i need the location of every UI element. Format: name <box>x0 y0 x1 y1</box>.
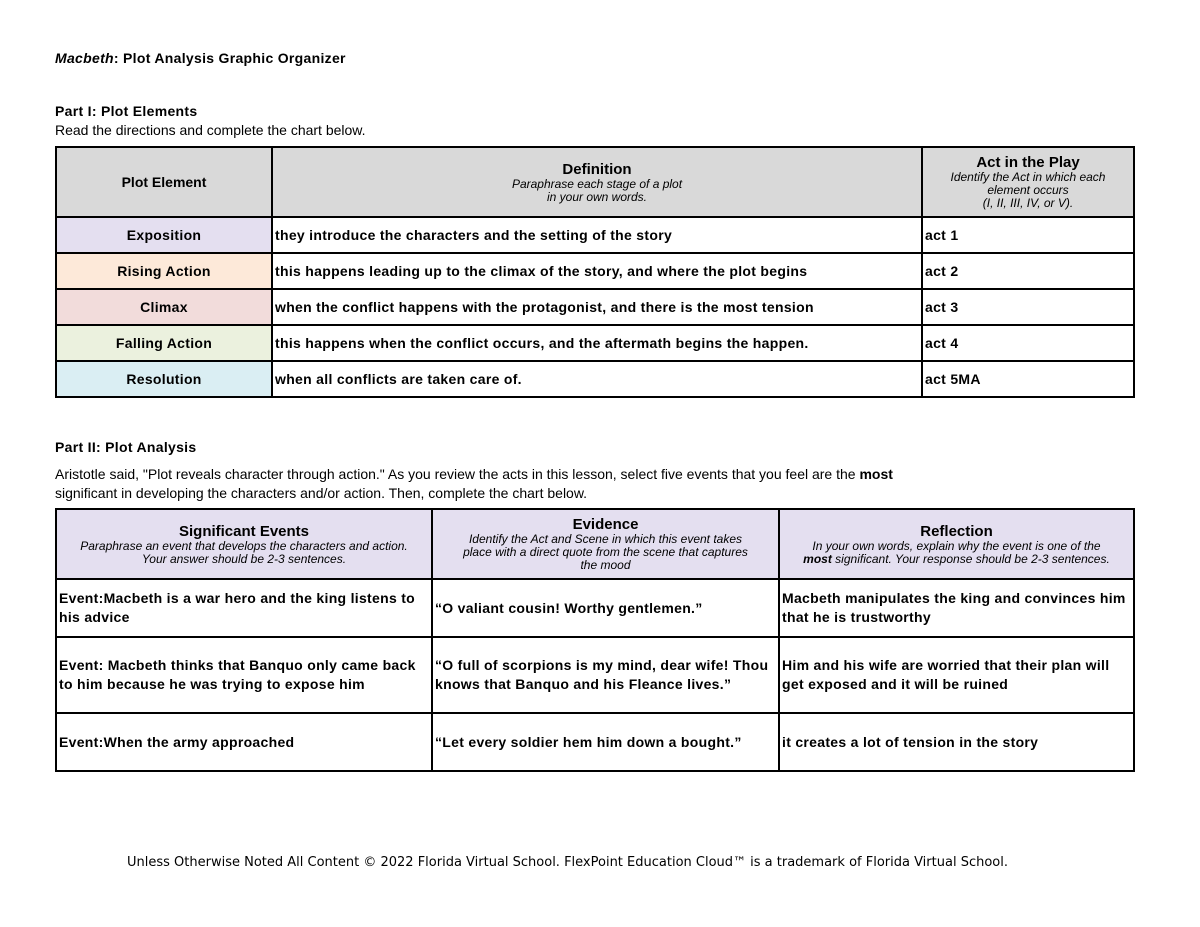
reflection-cell[interactable]: Him and his wife are worried that their plan will get exposed and it will be ruined <box>779 637 1134 713</box>
table-row <box>56 253 1134 289</box>
plot-analysis-table <box>55 508 1135 772</box>
part2-instructions-b: significant in developing the characters and/or action. Then, complete the chart below. <box>55 485 588 501</box>
header-reflection-bold: most <box>803 551 832 566</box>
event-cell[interactable]: Event:Macbeth is a war hero and the king listens to his advice <box>56 579 432 637</box>
table-header-row <box>56 147 1134 217</box>
header-definition-sub2: in your own words. <box>546 189 648 204</box>
header-reflection-title: Reflection <box>920 522 993 540</box>
part2-instructions <box>55 465 893 503</box>
header-evidence-sub1: Identify the Act and Scene in which this event takes <box>468 532 743 546</box>
table-row <box>56 713 1134 771</box>
evidence-cell[interactable]: “Let every soldier hem him down a bought.” <box>432 713 779 771</box>
part1-instructions: Read the directions and complete the chart below. <box>55 122 366 138</box>
act-cell[interactable]: act 4 <box>922 325 1134 361</box>
plot-element-cell: Rising Action <box>56 253 272 289</box>
part1-heading: Part I: Plot Elements <box>55 103 198 119</box>
header-act-sub1: Identify the Act in which each <box>950 170 1106 184</box>
reflection-cell[interactable]: Macbeth manipulates the king and convinces him that he is trustworthy <box>779 579 1134 637</box>
header-reflection-sub1: In your own words, explain why the event is one of the <box>812 538 1101 553</box>
definition-cell[interactable]: they introduce the characters and the setting of the story <box>272 217 922 253</box>
page-title <box>55 50 346 66</box>
header-act-sub2: element occurs <box>987 183 1069 197</box>
title-italic: Macbeth <box>55 50 114 66</box>
definition-cell[interactable]: when all conflicts are taken care of. <box>272 361 922 397</box>
plot-element-cell: Exposition <box>56 217 272 253</box>
header-definition-title: Definition <box>562 160 632 178</box>
definition-cell[interactable]: when the conflict happens with the protagonist, and there is the most tension <box>272 289 922 325</box>
header-reflection-sub2-line <box>782 553 1131 566</box>
part2-instructions-bold: most <box>859 466 893 482</box>
act-cell[interactable]: act 5MA <box>922 361 1134 397</box>
table-row <box>56 637 1134 713</box>
table-row <box>56 289 1134 325</box>
event-cell[interactable]: Event:When the army approached <box>56 713 432 771</box>
header-events-sub2: Your answer should be 2-3 sentences. <box>141 551 347 566</box>
header-evidence <box>432 509 779 579</box>
act-cell[interactable]: act 1 <box>922 217 1134 253</box>
table-header-row <box>56 509 1134 579</box>
header-act-title: Act in the Play <box>976 154 1080 171</box>
reflection-cell[interactable]: it creates a lot of tension in the story <box>779 713 1134 771</box>
header-definition-sub1: Paraphrase each stage of a plot <box>511 176 683 191</box>
header-events-title: Significant Events <box>178 522 310 540</box>
title-rest: : Plot Analysis Graphic Organizer <box>113 50 346 66</box>
evidence-cell[interactable]: “O valiant cousin! Worthy gentlemen.” <box>432 579 779 637</box>
act-cell[interactable]: act 3 <box>922 289 1134 325</box>
table-row <box>56 325 1134 361</box>
header-reflection-sub2: significant. Your response should be 2-3 sentences. <box>831 551 1110 566</box>
plot-element-cell: Falling Action <box>56 325 272 361</box>
header-evidence-sub2: place with a direct quote from the scene that captures <box>463 545 748 559</box>
event-cell[interactable]: Event: Macbeth thinks that Banquo only came back to him because he was trying to expose him <box>56 637 432 713</box>
header-plot-element: Plot Element <box>56 147 272 217</box>
plot-elements-table <box>55 146 1135 398</box>
evidence-cell[interactable]: “O full of scorpions is my mind, dear wife! Thou knows that Banquo and his Fleance lives.” <box>432 637 779 713</box>
header-events-sub1: Paraphrase an event that develops the characters and action. <box>80 538 408 553</box>
act-cell[interactable]: act 2 <box>922 253 1134 289</box>
table-row <box>56 579 1134 637</box>
definition-cell[interactable]: this happens when the conflict occurs, and the aftermath begins the happen. <box>272 325 922 361</box>
part2-instructions-a: Aristotle said, "Plot reveals character through action." As you review the acts in this lesson, select five events that you feel are the <box>55 466 860 482</box>
header-evidence-title: Evidence <box>572 516 639 533</box>
header-act <box>922 147 1134 217</box>
header-significant-events <box>56 509 432 579</box>
table-row <box>56 217 1134 253</box>
plot-element-cell: Resolution <box>56 361 272 397</box>
header-act-sub3: (I, II, III, IV, or V). <box>982 196 1074 210</box>
footer-copyright: Unless Otherwise Noted All Content © 2022 Florida Virtual School. FlexPoint Education Cloud™ is a trademark of Florida Virtual School. <box>127 855 1008 870</box>
header-evidence-sub3: the mood <box>580 558 631 572</box>
header-definition <box>272 147 922 217</box>
header-reflection <box>779 509 1134 579</box>
table-row <box>56 361 1134 397</box>
part2-heading: Part II: Plot Analysis <box>55 439 197 455</box>
plot-element-cell: Climax <box>56 289 272 325</box>
definition-cell[interactable]: this happens leading up to the climax of the story, and where the plot begins <box>272 253 922 289</box>
